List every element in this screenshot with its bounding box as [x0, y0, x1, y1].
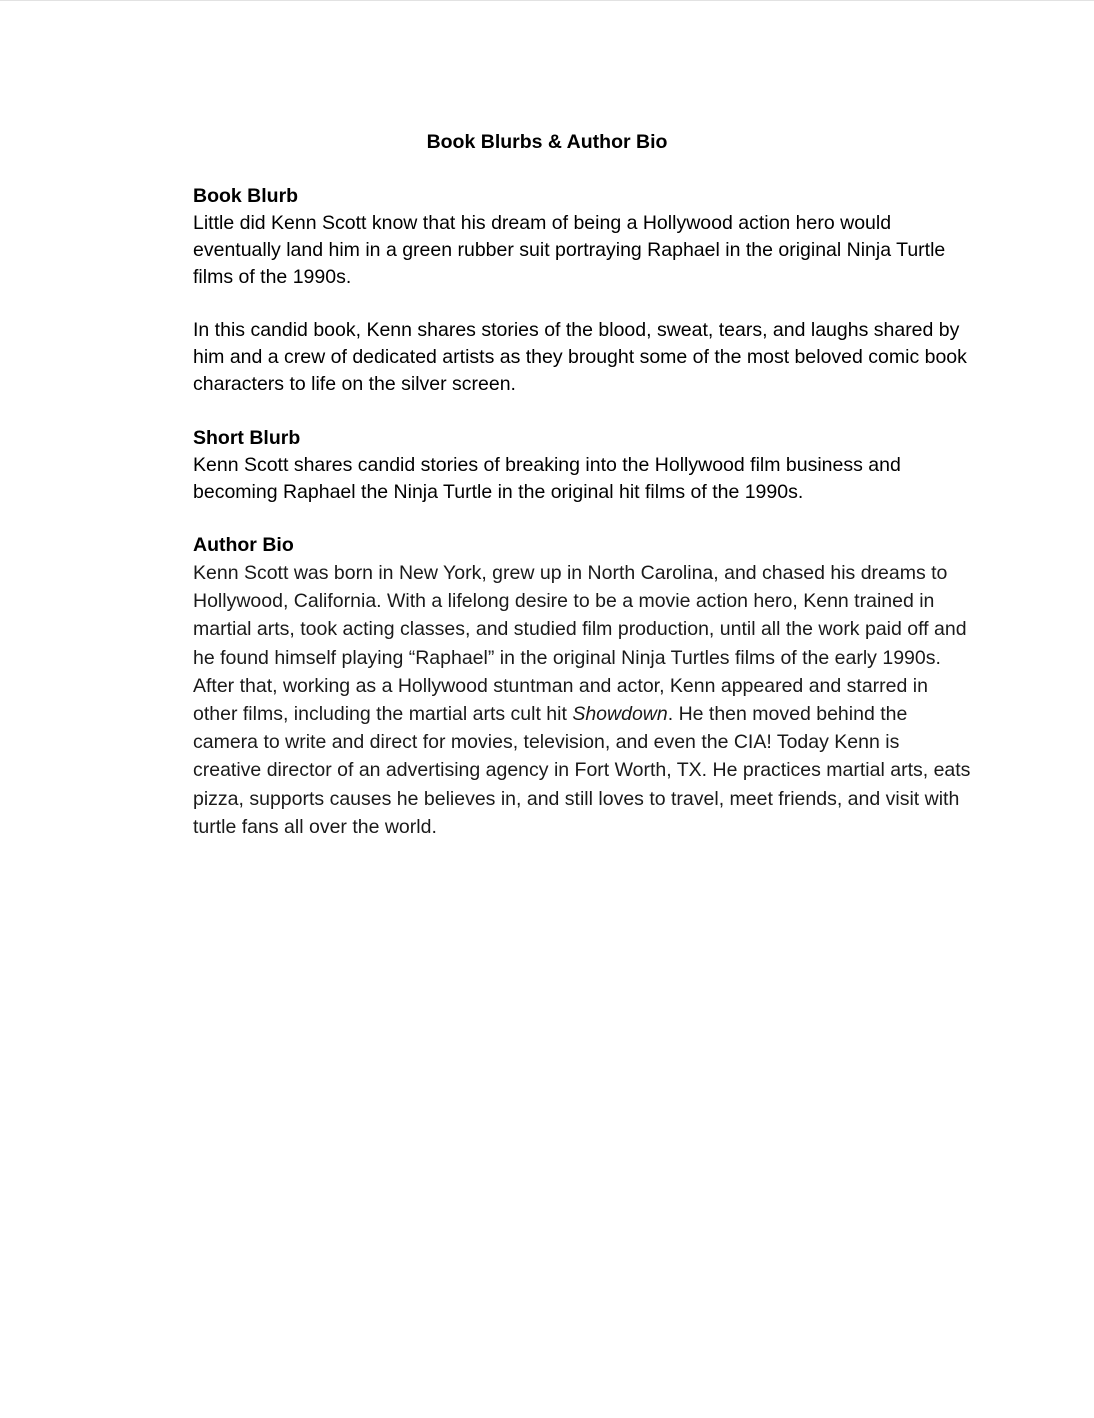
author-bio-text-part-2: . He then moved behind the camera to write and direct for movies, television, and even the CIA! Today Kenn is creative director of an advertising agency in Fort Worth, TX. He practices martial arts, eats pizza, supports causes he believes in, and still loves to travel, meet friends, and visit with turtle fans all over the world.: [193, 703, 971, 838]
author-bio-text-part-1: Kenn Scott was born in New York, grew up in North Carolina, and chased his dreams to Hollywood, California. With a lifelong desire to be a movie action hero, Kenn trained in martial arts, took acting classes, and studied film production, until all the work paid off and he found himself playing “Raphael” in the original Ninja Turtles films of the early 1990s. After that, working as a Hollywood stuntman and actor, Kenn appeared and starred in other films, including the martial arts cult hit: [193, 562, 967, 726]
author-bio-text: [193, 559, 973, 841]
film-title-showdown: Showdown: [572, 703, 668, 726]
book-blurb-paragraph-2: In this candid book, Kenn shares stories of the blood, sweat, tears, and laughs shared by him and a crew of dedicated artists as they brought some of the most beloved comic book characters to life on the silver screen.: [193, 319, 967, 395]
author-bio-section: [193, 532, 973, 841]
short-blurb-section: [193, 425, 973, 506]
short-blurb-heading: Short Blurb: [193, 427, 301, 449]
author-bio-heading: Author Bio: [193, 534, 294, 556]
book-blurb-section: [193, 183, 973, 398]
page-title: Book Blurbs & Author Bio: [426, 131, 668, 153]
short-blurb-text: Kenn Scott shares candid stories of breaking into the Hollywood film business and becoming Raphael the Ninja Turtle in the original hit films of the 1990s.: [193, 454, 901, 503]
book-blurb-heading: Book Blurb: [193, 185, 299, 207]
book-blurb-paragraph-1: Little did Kenn Scott know that his dream of being a Hollywood action hero would eventually land him in a green rubber suit portraying Raphael in the original Ninja Turtle films of the 1990s.: [193, 212, 946, 288]
